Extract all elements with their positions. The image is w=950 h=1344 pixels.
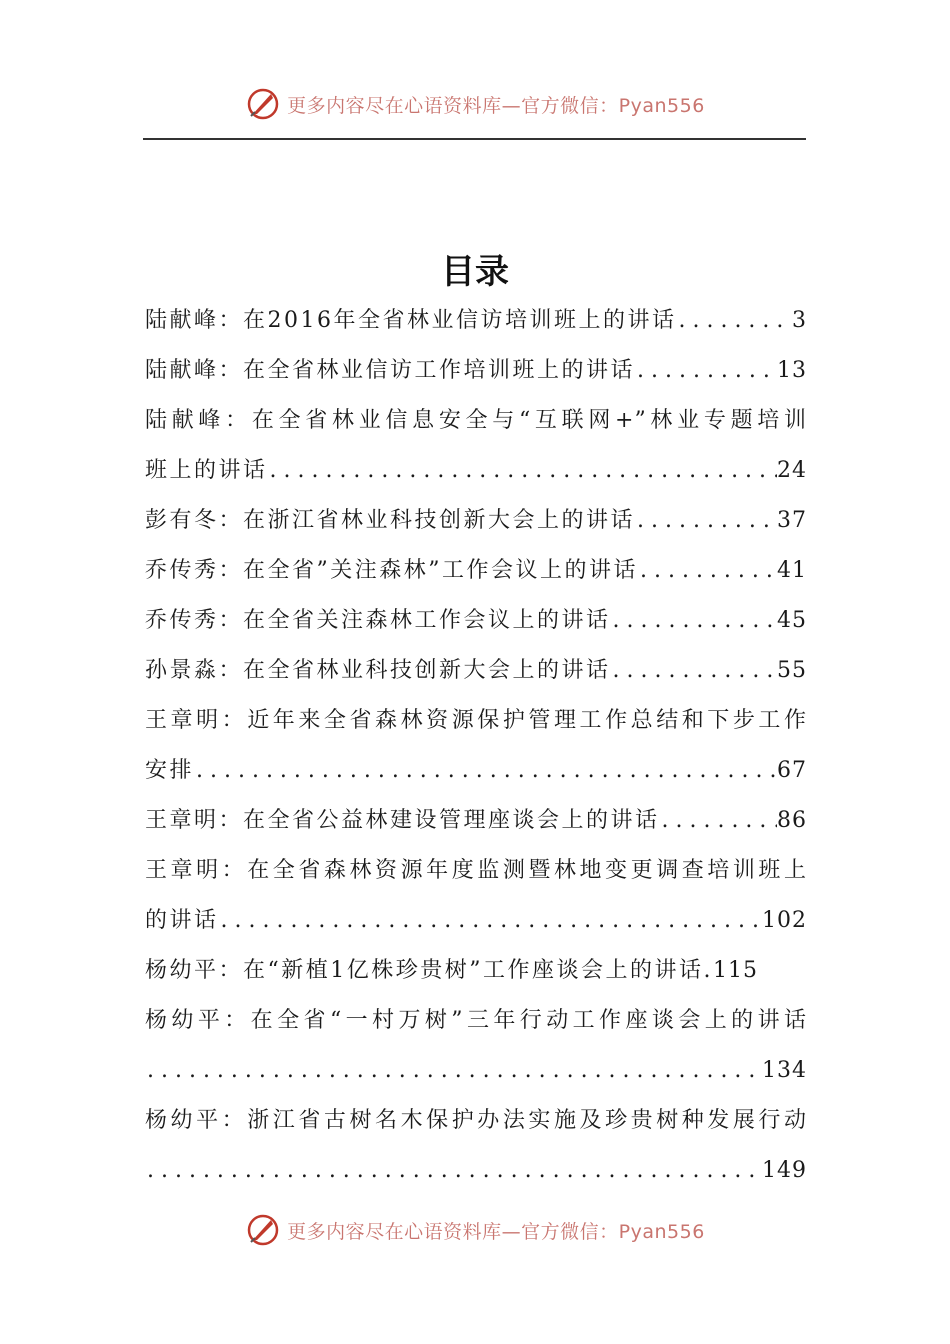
toc-entry-page: 41: [777, 558, 807, 583]
footer-banner-text: 更多内容尽在心语资料库—官方微信：Pyan556: [287, 1220, 705, 1243]
header-divider: [143, 138, 806, 140]
toc-entry-8-line1[interactable]: 王章明：近年来全省森林资源保护管理工作总结和下步工作: [145, 708, 807, 733]
toc-entry-title: 班上的讲话: [145, 458, 268, 483]
toc-entry-12[interactable]: [145, 1046, 807, 1096]
header-banner-text: 更多内容尽在心语资料库—官方微信：Pyan556: [287, 94, 705, 117]
toc-entry-6[interactable]: [145, 596, 807, 646]
toc-entry-page: 24: [777, 458, 807, 483]
toc-entry-8[interactable]: [145, 746, 807, 796]
toc-entry-page: 45: [777, 608, 807, 633]
toc-entry-page: 3: [792, 308, 807, 333]
toc-leader-dots: [660, 796, 777, 846]
toc-entry-title: 乔传秀：在全省关注森林工作会议上的讲话: [145, 608, 611, 633]
toc-entry-page: 102: [762, 908, 807, 933]
toc-entry-2[interactable]: [145, 346, 807, 396]
toc-entry-12-line1[interactable]: 杨幼平：在全省“一村万树”三年行动工作座谈会上的讲话: [145, 1008, 807, 1033]
toc-entry-title: 彭有冬：在浙江省林业科技创新大会上的讲话: [145, 508, 636, 533]
toc-leader-dots: [219, 896, 762, 946]
toc-entry-title: 孙景淼：在全省林业科技创新大会上的讲话: [145, 658, 611, 683]
toc-entry-page: 67: [777, 758, 807, 783]
toc-entry-title: 陆献峰：在2016年全省林业信访培训班上的讲话: [145, 308, 677, 333]
toc-entry-13-line1[interactable]: 杨幼平：浙江省古树名木保护办法实施及珍贵树种发展行动: [145, 1108, 807, 1133]
toc-leader-dots: [194, 746, 777, 796]
toc-entry-11[interactable]: [145, 946, 807, 996]
toc-leader-dots: [635, 346, 777, 396]
toc-entry-page: 134: [762, 1058, 807, 1083]
toc-entry-3-line1[interactable]: 陆献峰：在全省林业信息安全与“互联网+”林业专题培训: [145, 408, 807, 433]
quill-logo-icon: [245, 1212, 281, 1248]
toc-entry-page: 55: [777, 658, 807, 683]
toc-entry-13[interactable]: [145, 1146, 807, 1196]
quill-logo-icon: [245, 86, 281, 122]
toc-entry-9[interactable]: [145, 796, 807, 846]
toc-leader-dots: [638, 546, 777, 596]
header-banner: [0, 84, 950, 124]
toc-entry-7[interactable]: [145, 646, 807, 696]
toc-entry-page: 86: [777, 808, 807, 833]
table-of-contents: [145, 296, 807, 1196]
toc-entry-10-line1[interactable]: 王章明：在全省森林资源年度监测暨林地变更调查培训班上: [145, 858, 807, 883]
toc-entry-page: 115: [713, 958, 758, 983]
toc-leader-dots: [268, 446, 777, 496]
toc-leader-dots: [635, 496, 777, 546]
footer-banner: [0, 1210, 950, 1250]
toc-entry-5[interactable]: [145, 546, 807, 596]
toc-entry-4[interactable]: [145, 496, 807, 546]
toc-entry-page: 149: [762, 1158, 807, 1183]
toc-entry-title: 安排: [145, 758, 195, 783]
toc-entry-10[interactable]: [145, 896, 807, 946]
toc-entry-title: 的讲话: [145, 908, 219, 933]
toc-entry-title: 乔传秀：在全省”关注森林”工作会议上的讲话: [145, 558, 638, 583]
toc-leader-dots: [145, 1146, 762, 1196]
toc-leader-dots: [611, 646, 777, 696]
toc-entry-page: 37: [777, 508, 807, 533]
toc-leader-dots: [677, 296, 793, 346]
toc-entry-title: 杨幼平：在“新植1亿株珍贵树”工作座谈会上的讲话.: [145, 958, 713, 983]
toc-entry-title: 陆献峰：在全省林业信访工作培训班上的讲话: [145, 358, 636, 383]
toc-entry-1[interactable]: [145, 296, 807, 346]
toc-leader-dots: [145, 1046, 762, 1096]
toc-entry-3[interactable]: [145, 446, 807, 496]
toc-entry-page: 13: [777, 358, 807, 383]
toc-leader-dots: [611, 596, 777, 646]
page-title: 目录: [441, 252, 509, 292]
toc-entry-title: 王章明：在全省公益林建设管理座谈会上的讲话: [145, 808, 660, 833]
